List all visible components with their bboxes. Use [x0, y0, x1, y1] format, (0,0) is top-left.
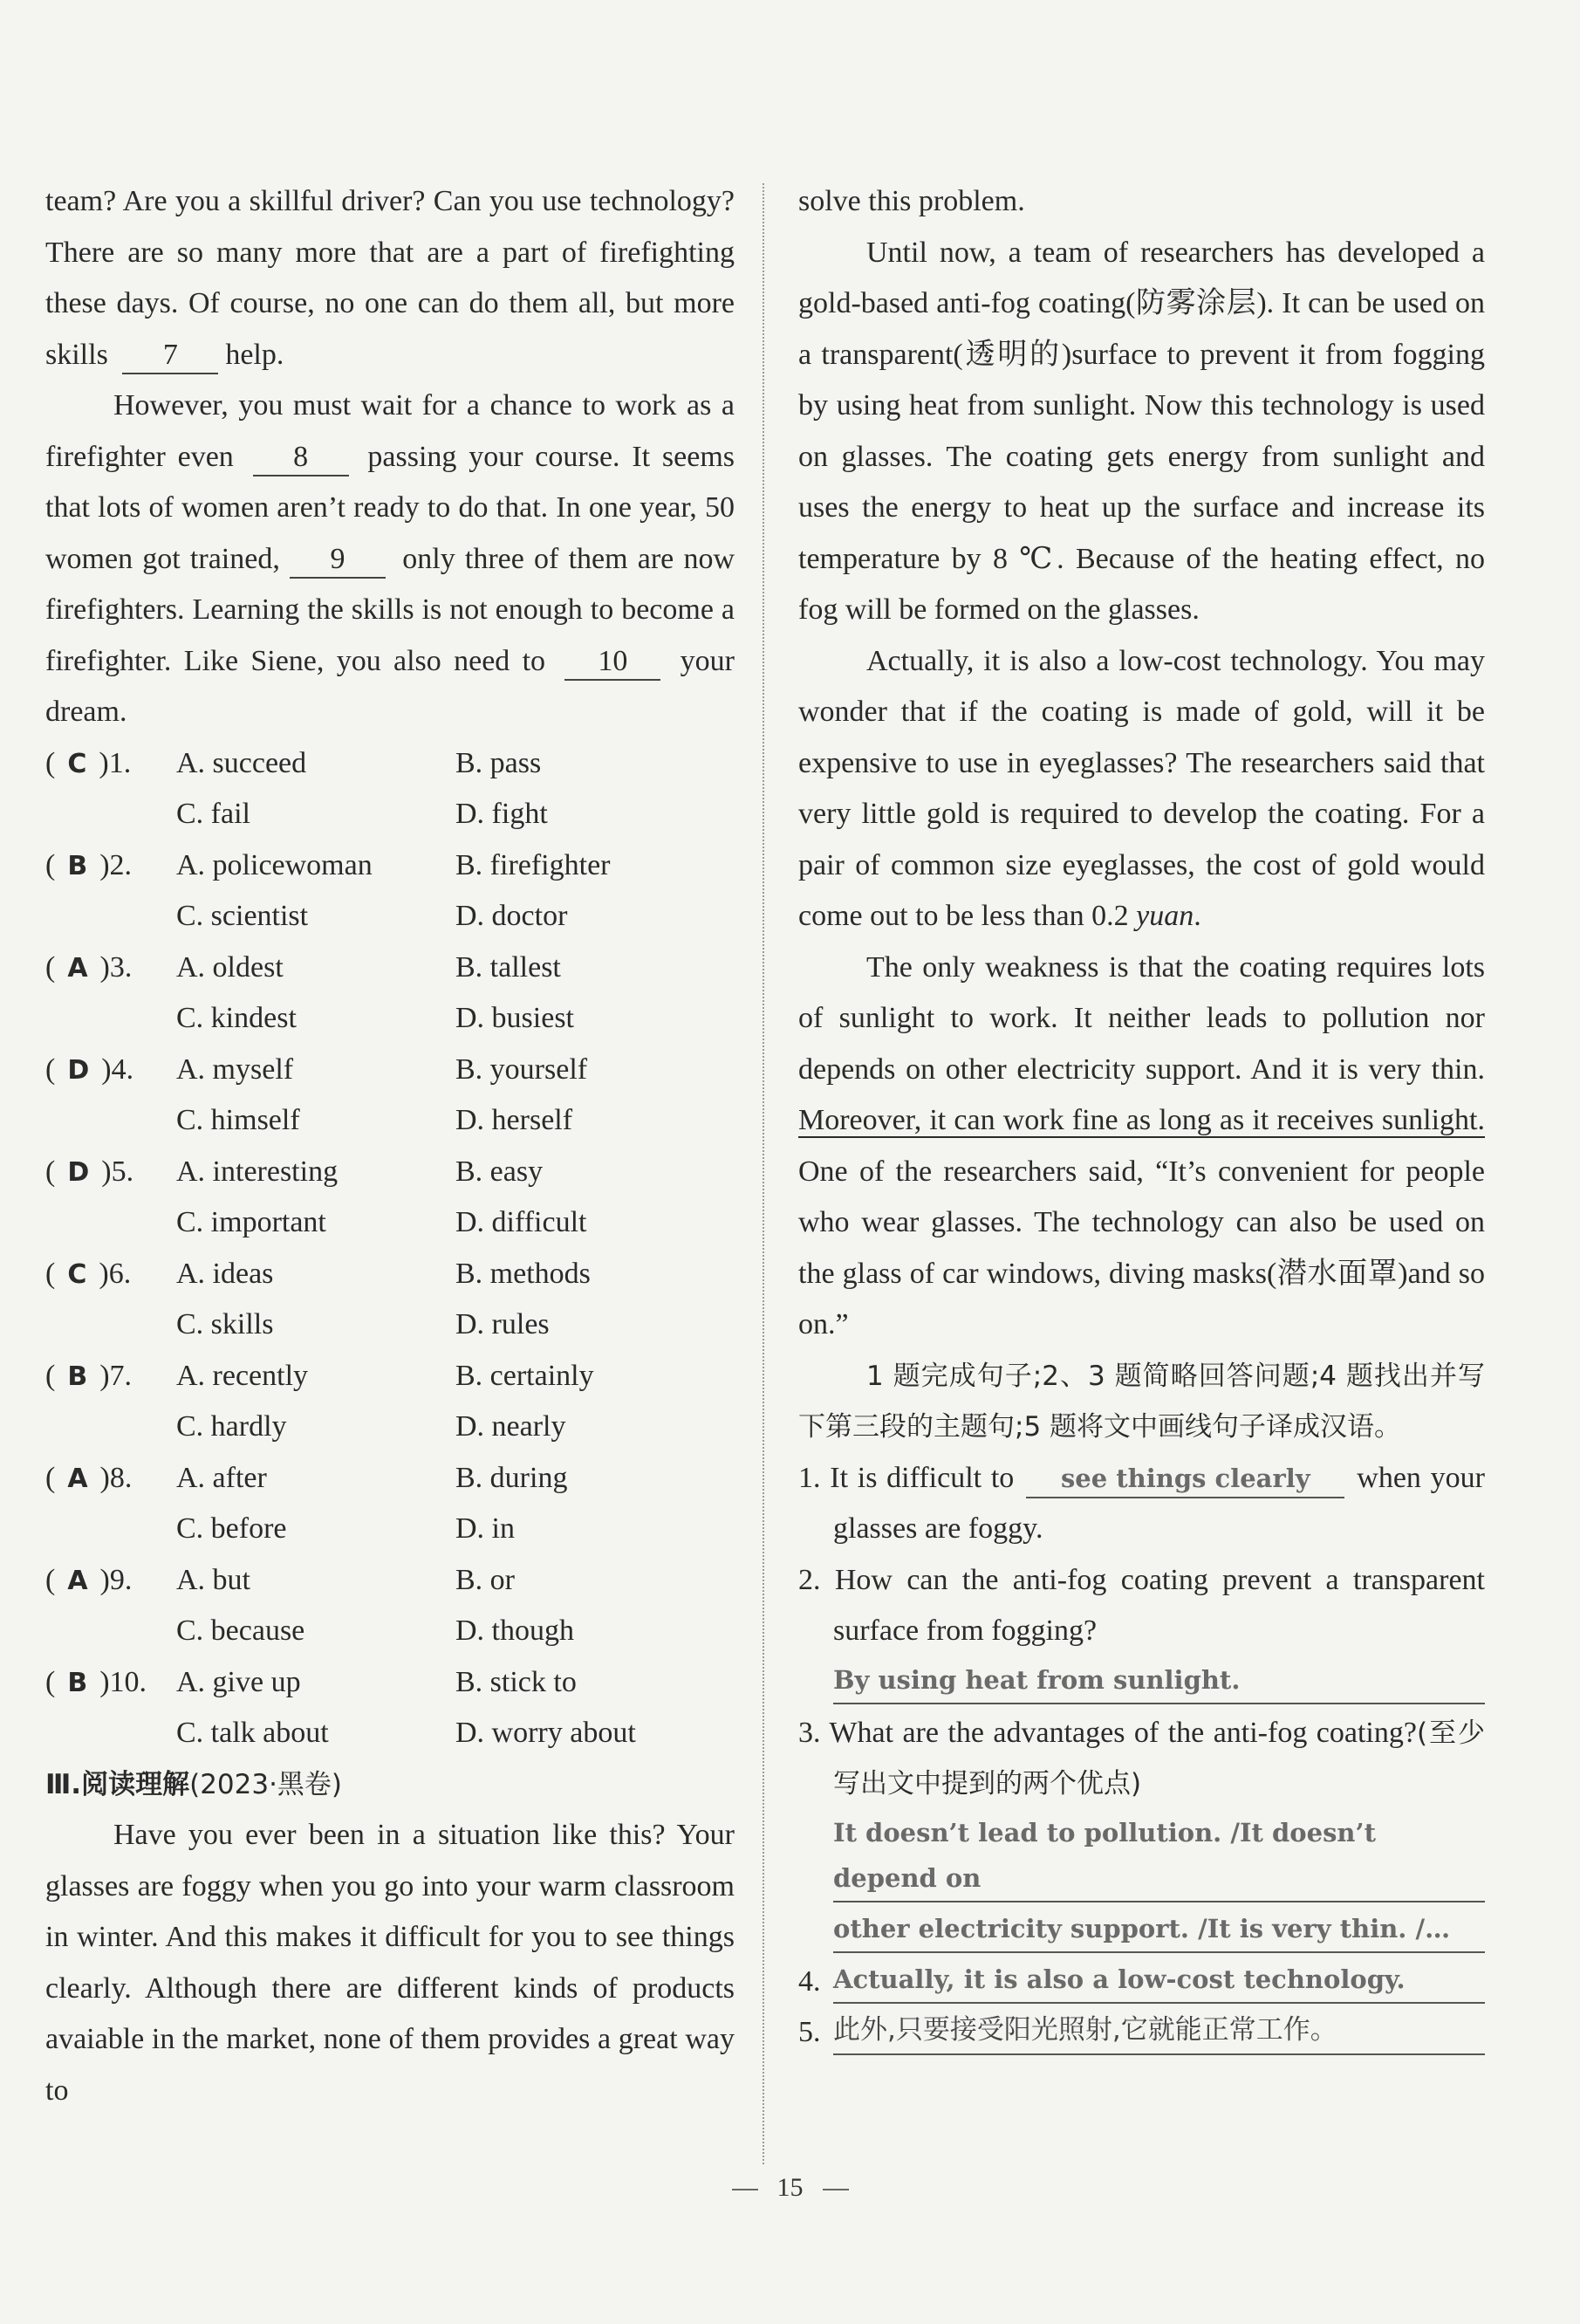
answer-bracket: ( A )3.: [45, 950, 133, 984]
option-row: [45, 891, 735, 943]
option-b: B. pass: [455, 746, 542, 779]
option-c: C. before: [176, 1512, 287, 1545]
option-b: B. easy: [455, 1155, 544, 1188]
option-c: C. himself: [176, 1104, 300, 1136]
option-a: A. interesting: [176, 1155, 339, 1188]
answer-bracket: ( B )7.: [45, 1359, 133, 1392]
option-d: D. rules: [455, 1308, 550, 1340]
answer-letter: C: [67, 1258, 87, 1290]
option-row: [45, 1197, 735, 1249]
instructions: 1 题完成句子;2、3 题简略回答问题;4 题找出并写下第三段的主题句;5 题将文中画线句子译成汉语。: [798, 1360, 1485, 1443]
reading-paragraph-4: The only weakness is that the coating requires lots of sunlight to work. It neither leads to pollution nor depends on other electricity support. And it is very thin. Moreover, it can work fine as long as it receives sunlight. One of the researchers said, “It’s convenient for people who wear glasses. The technology can also be used on the glass of car windows, diving masks(潜水面罩)and so on.”: [798, 950, 1485, 1340]
option-row: [45, 1555, 735, 1607]
option-c: C. skills: [176, 1308, 274, 1340]
answer-letter: A: [67, 1463, 88, 1494]
option-row: [45, 1708, 735, 1759]
answer-letter: D: [67, 1156, 90, 1188]
answer-letter: C: [67, 748, 87, 779]
answer-bracket: ( D )4.: [45, 1052, 134, 1086]
option-b: B. yourself: [455, 1052, 588, 1086]
answer-letter: A: [67, 952, 88, 984]
option-row: [45, 1453, 735, 1505]
reading-paragraph-2: Until now, a team of researchers has developed a gold-based anti-fog coating(防雾涂层). It can be used on a transparent(透明的)surface to prevent it from fogging by using heat from sunlight. Now this technology is used on glasses. The coating gets energy from sunlight and uses the energy to heat up the surface and increase its temperature by 8 ℃. Because of the heating effect, no fog will be formed on the glasses.: [798, 236, 1485, 626]
question-3: 3. What are the advantages of the anti-fog coating?(至少写出文中提到的两个优点): [798, 1716, 1485, 1800]
section-heading: Ⅲ.阅读理解(2023·黑卷): [45, 1768, 343, 1800]
option-row: [45, 789, 735, 840]
option-d: D. nearly: [455, 1410, 566, 1443]
reading-continuation: solve this problem.: [798, 185, 1025, 217]
option-b: B. tallest: [455, 950, 561, 984]
option-d: D. though: [455, 1614, 574, 1647]
option-c: C. fail: [176, 798, 250, 830]
answer-bracket: ( C )6.: [45, 1257, 132, 1290]
option-row: [45, 1657, 735, 1709]
option-row: [45, 943, 735, 994]
blank-7: 7: [122, 338, 218, 374]
reading-paragraph-1: Have you ever been in a situation like this? Your glasses are foggy when you go into your warm classroom in winter. And this makes it difficult for you to see things clearly. Although there are different kinds of products avaiable in the market, none of them provides a great way to: [45, 1819, 735, 2107]
answer-bracket: ( A )9.: [45, 1563, 133, 1596]
option-c: C. because: [176, 1614, 305, 1647]
page-dash-right: [823, 2189, 849, 2190]
right-column: [798, 176, 1485, 2059]
question-4: 4. Actually, it is also a low-cost technology.: [798, 1957, 1485, 2008]
answer-bracket: ( B )2.: [45, 848, 133, 881]
option-row: [45, 1249, 735, 1300]
option-a: A. recently: [176, 1359, 309, 1392]
answer-letter: B: [67, 1361, 88, 1392]
page-number: 15: [0, 2173, 1580, 2203]
option-d: D. worry about: [455, 1717, 636, 1749]
option-d: D. doctor: [455, 900, 568, 932]
answer-5: 此外,只要接受阳光照射,它就能正常工作。: [833, 2007, 1485, 2055]
question-2: 2. How can the anti-fog coating prevent a transparent surface from fogging?: [798, 1563, 1485, 1647]
option-c: C. scientist: [176, 900, 309, 932]
reading-paragraph-3: Actually, it is also a low-cost technology. You may wonder that if the coating is made of gold, will it be expensive to use in eyeglasses? The researchers said that very little gold is required to develop the coating. For a pair of common size eyeglasses, the cost of gold would come out to be less than 0.2 yuan.: [798, 644, 1485, 932]
option-row: [45, 993, 735, 1045]
option-d: D. in: [455, 1512, 515, 1545]
option-row: [45, 840, 735, 892]
option-row: [45, 1351, 735, 1402]
option-b: B. certainly: [455, 1359, 594, 1392]
page-dash-left: [732, 2189, 758, 2190]
question-1: 1. It is difficult to see things clearly when your glasses are foggy.: [798, 1461, 1485, 1545]
option-b: B. stick to: [455, 1665, 577, 1698]
option-a: A. ideas: [176, 1257, 274, 1290]
option-row: [45, 1504, 735, 1555]
answer-bracket: ( D )5.: [45, 1155, 134, 1188]
option-a: A. oldest: [176, 950, 284, 984]
option-a: A. policewoman: [176, 848, 373, 881]
option-b: B. or: [455, 1563, 515, 1596]
option-a: A. myself: [176, 1052, 294, 1086]
question-5: 5. 此外,只要接受阳光照射,它就能正常工作。: [798, 2007, 1485, 2059]
column-divider: [763, 183, 764, 2164]
answer-2: By using heat from sunlight.: [833, 1657, 1485, 1704]
option-a: A. but: [176, 1563, 250, 1596]
answer-letter: A: [67, 1565, 88, 1596]
option-row: [45, 1147, 735, 1198]
answer-letter: B: [67, 850, 88, 881]
option-d: D. fight: [455, 798, 548, 830]
answer-bracket: ( C )1.: [45, 746, 132, 779]
passage-continuation: team? Are you a skillful driver? Can you use technology? There are so many more that are a part of firefighting these days. Of course, no one can do them all, but more skills 7 help.: [45, 176, 735, 380]
option-d: D. herself: [455, 1104, 573, 1136]
answer-letter: B: [67, 1667, 88, 1698]
option-row: [45, 1402, 735, 1453]
option-a: A. after: [176, 1461, 267, 1494]
option-b: B. methods: [455, 1257, 591, 1290]
option-row: [45, 738, 735, 790]
answer-4: Actually, it is also a low-cost technology.: [833, 1957, 1485, 2005]
answer-letter: D: [67, 1054, 90, 1086]
passage-paragraph-2: However, you must wait for a chance to work as a firefighter even 8 passing your course. It seems that lots of women aren’t ready to do that. In one year, 50 women got trained, 9 only three of them are now firefighters. Learning the skills is not enough to become a firefighter. Like Siene, you also need to 10 your dream.: [45, 389, 735, 728]
option-a: A. succeed: [176, 746, 307, 779]
option-b: B. during: [455, 1461, 568, 1494]
option-row: [45, 1606, 735, 1657]
answer-3-line-2: other electricity support. /It is very thin. /…: [833, 1906, 1485, 1953]
answer-bracket: ( A )8.: [45, 1461, 133, 1494]
option-b: B. firefighter: [455, 848, 611, 881]
answer-3-line-1: It doesn’t lead to pollution. /It doesn’t depend on: [833, 1810, 1485, 1902]
option-c: C. hardly: [176, 1410, 287, 1443]
option-d: D. busiest: [455, 1002, 574, 1034]
blank-10: 10: [564, 644, 660, 681]
option-row: [45, 1095, 735, 1147]
underlined-sentence: Moreover, it can work fine as long as it receives sunlight.: [798, 1104, 1485, 1136]
option-row: [45, 1045, 735, 1096]
options-list: [45, 738, 735, 1759]
answer-bracket: ( B )10.: [45, 1665, 147, 1698]
option-c: C. important: [176, 1206, 326, 1238]
option-c: C. talk about: [176, 1717, 329, 1749]
option-a: A. give up: [176, 1665, 301, 1698]
option-c: C. kindest: [176, 1002, 297, 1034]
left-column: [45, 176, 735, 2116]
blank-8: 8: [253, 440, 349, 476]
blank-9: 9: [290, 542, 386, 579]
option-row: [45, 1299, 735, 1351]
option-d: D. difficult: [455, 1206, 587, 1238]
answer-1: see things clearly: [1026, 1460, 1344, 1498]
